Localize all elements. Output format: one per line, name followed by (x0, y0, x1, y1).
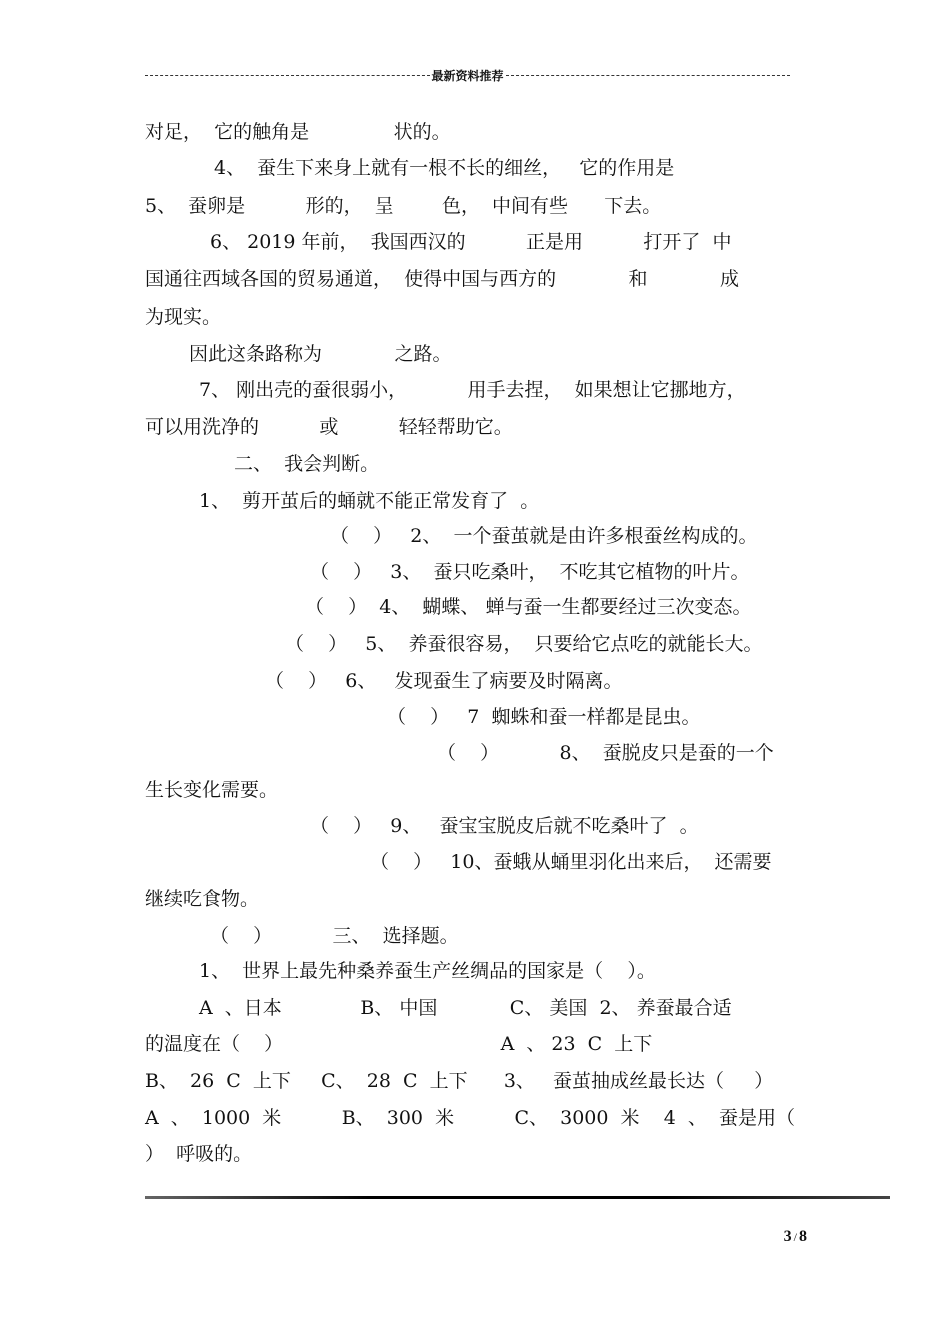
text-line: ） 呼吸的。 (145, 1143, 253, 1165)
text-line: 国通往西域各国的贸易通道， 使得中国与西方的 和 成 (145, 268, 740, 290)
text-line: （ ） 6、 发现蚕生了病要及时隔离。 (265, 670, 623, 692)
text-line: （ ） 10、蚕蛾从蛹里羽化出来后， 还需要 (370, 851, 772, 873)
footer-rule (145, 1196, 890, 1199)
text-line: 1、 世界上最先种桑养蚕生产丝绸品的国家是（ ）。 (199, 960, 656, 982)
text-line: 继续吃食物。 (145, 888, 260, 910)
text-line: 4、 蚕生下来身上就有一根不长的细丝， 它的作用是 (214, 157, 675, 179)
text-line: 7、 刚出壳的蚕很弱小， 用手去捏， 如果想让它挪地方， (199, 379, 746, 401)
text-line: 1、 剪开茧后的蛹就不能正常发育了 。 (199, 490, 540, 512)
text-line: （ ） 2、 一个蚕茧就是由许多根蚕丝构成的。 (330, 525, 758, 547)
text-line: （ ） 三、 选择题。 (210, 925, 459, 947)
header-dash-right (506, 75, 791, 76)
text-line: 对足， 它的触角是 状的。 (145, 121, 451, 143)
text-line: 可以用洗净的 或 轻轻帮助它。 (145, 416, 513, 438)
text-line: （ ） 7 蜘蛛和蚕一样都是昆虫。 (387, 706, 701, 728)
text-line: 为现实。 (145, 306, 222, 328)
text-line: （ ） 9、 蚕宝宝脱皮后就不吃桑叶了 。 (310, 815, 699, 837)
text-line: B、 26 C 上下 C、 28 C 上下 3、 蚕茧抽成丝最长达（ ） (145, 1070, 774, 1092)
current-page: 3 (783, 1228, 792, 1245)
text-line: 因此这条路称为 之路。 (189, 343, 452, 365)
page-number (784, 1228, 807, 1246)
page-separator: / (793, 1230, 797, 1244)
text-line: 6、 2019 年前， 我国西汉的 正是用 打开了 中 (210, 231, 732, 253)
text-line: 生长变化需要。 (145, 779, 279, 801)
text-line: （ ） 8、 蚕脱皮只是蚕的一个 (437, 742, 774, 764)
page-header (145, 66, 790, 84)
text-line: A 、日本 B、 中国 C、 美国 2、 养蚕最合适 (199, 997, 732, 1019)
total-pages: 8 (799, 1228, 807, 1245)
header-dash-left (145, 75, 430, 76)
text-line: 二、 我会判断。 (234, 453, 380, 475)
text-line: A 、 1000 米 B、 300 米 C、 3000 米 4 、 蚕是用（ (145, 1107, 795, 1129)
text-line: 5、 蚕卵是 形的， 呈 色， 中间有些 下去。 (145, 195, 662, 217)
text-line: （ ） 4、 蝴蝶、 蝉与蚕一生都要经过三次变态。 (305, 596, 752, 618)
text-line: （ ） 5、 养蚕很容易， 只要给它点吃的就能长大。 (285, 633, 763, 655)
text-line: （ ） 3、 蚕只吃桑叶， 不吃其它植物的叶片。 (310, 561, 750, 583)
header-title: 最新资料推荐 (431, 68, 504, 83)
text-line: 的温度在（ ） A 、 23 C 上下 (145, 1033, 653, 1055)
